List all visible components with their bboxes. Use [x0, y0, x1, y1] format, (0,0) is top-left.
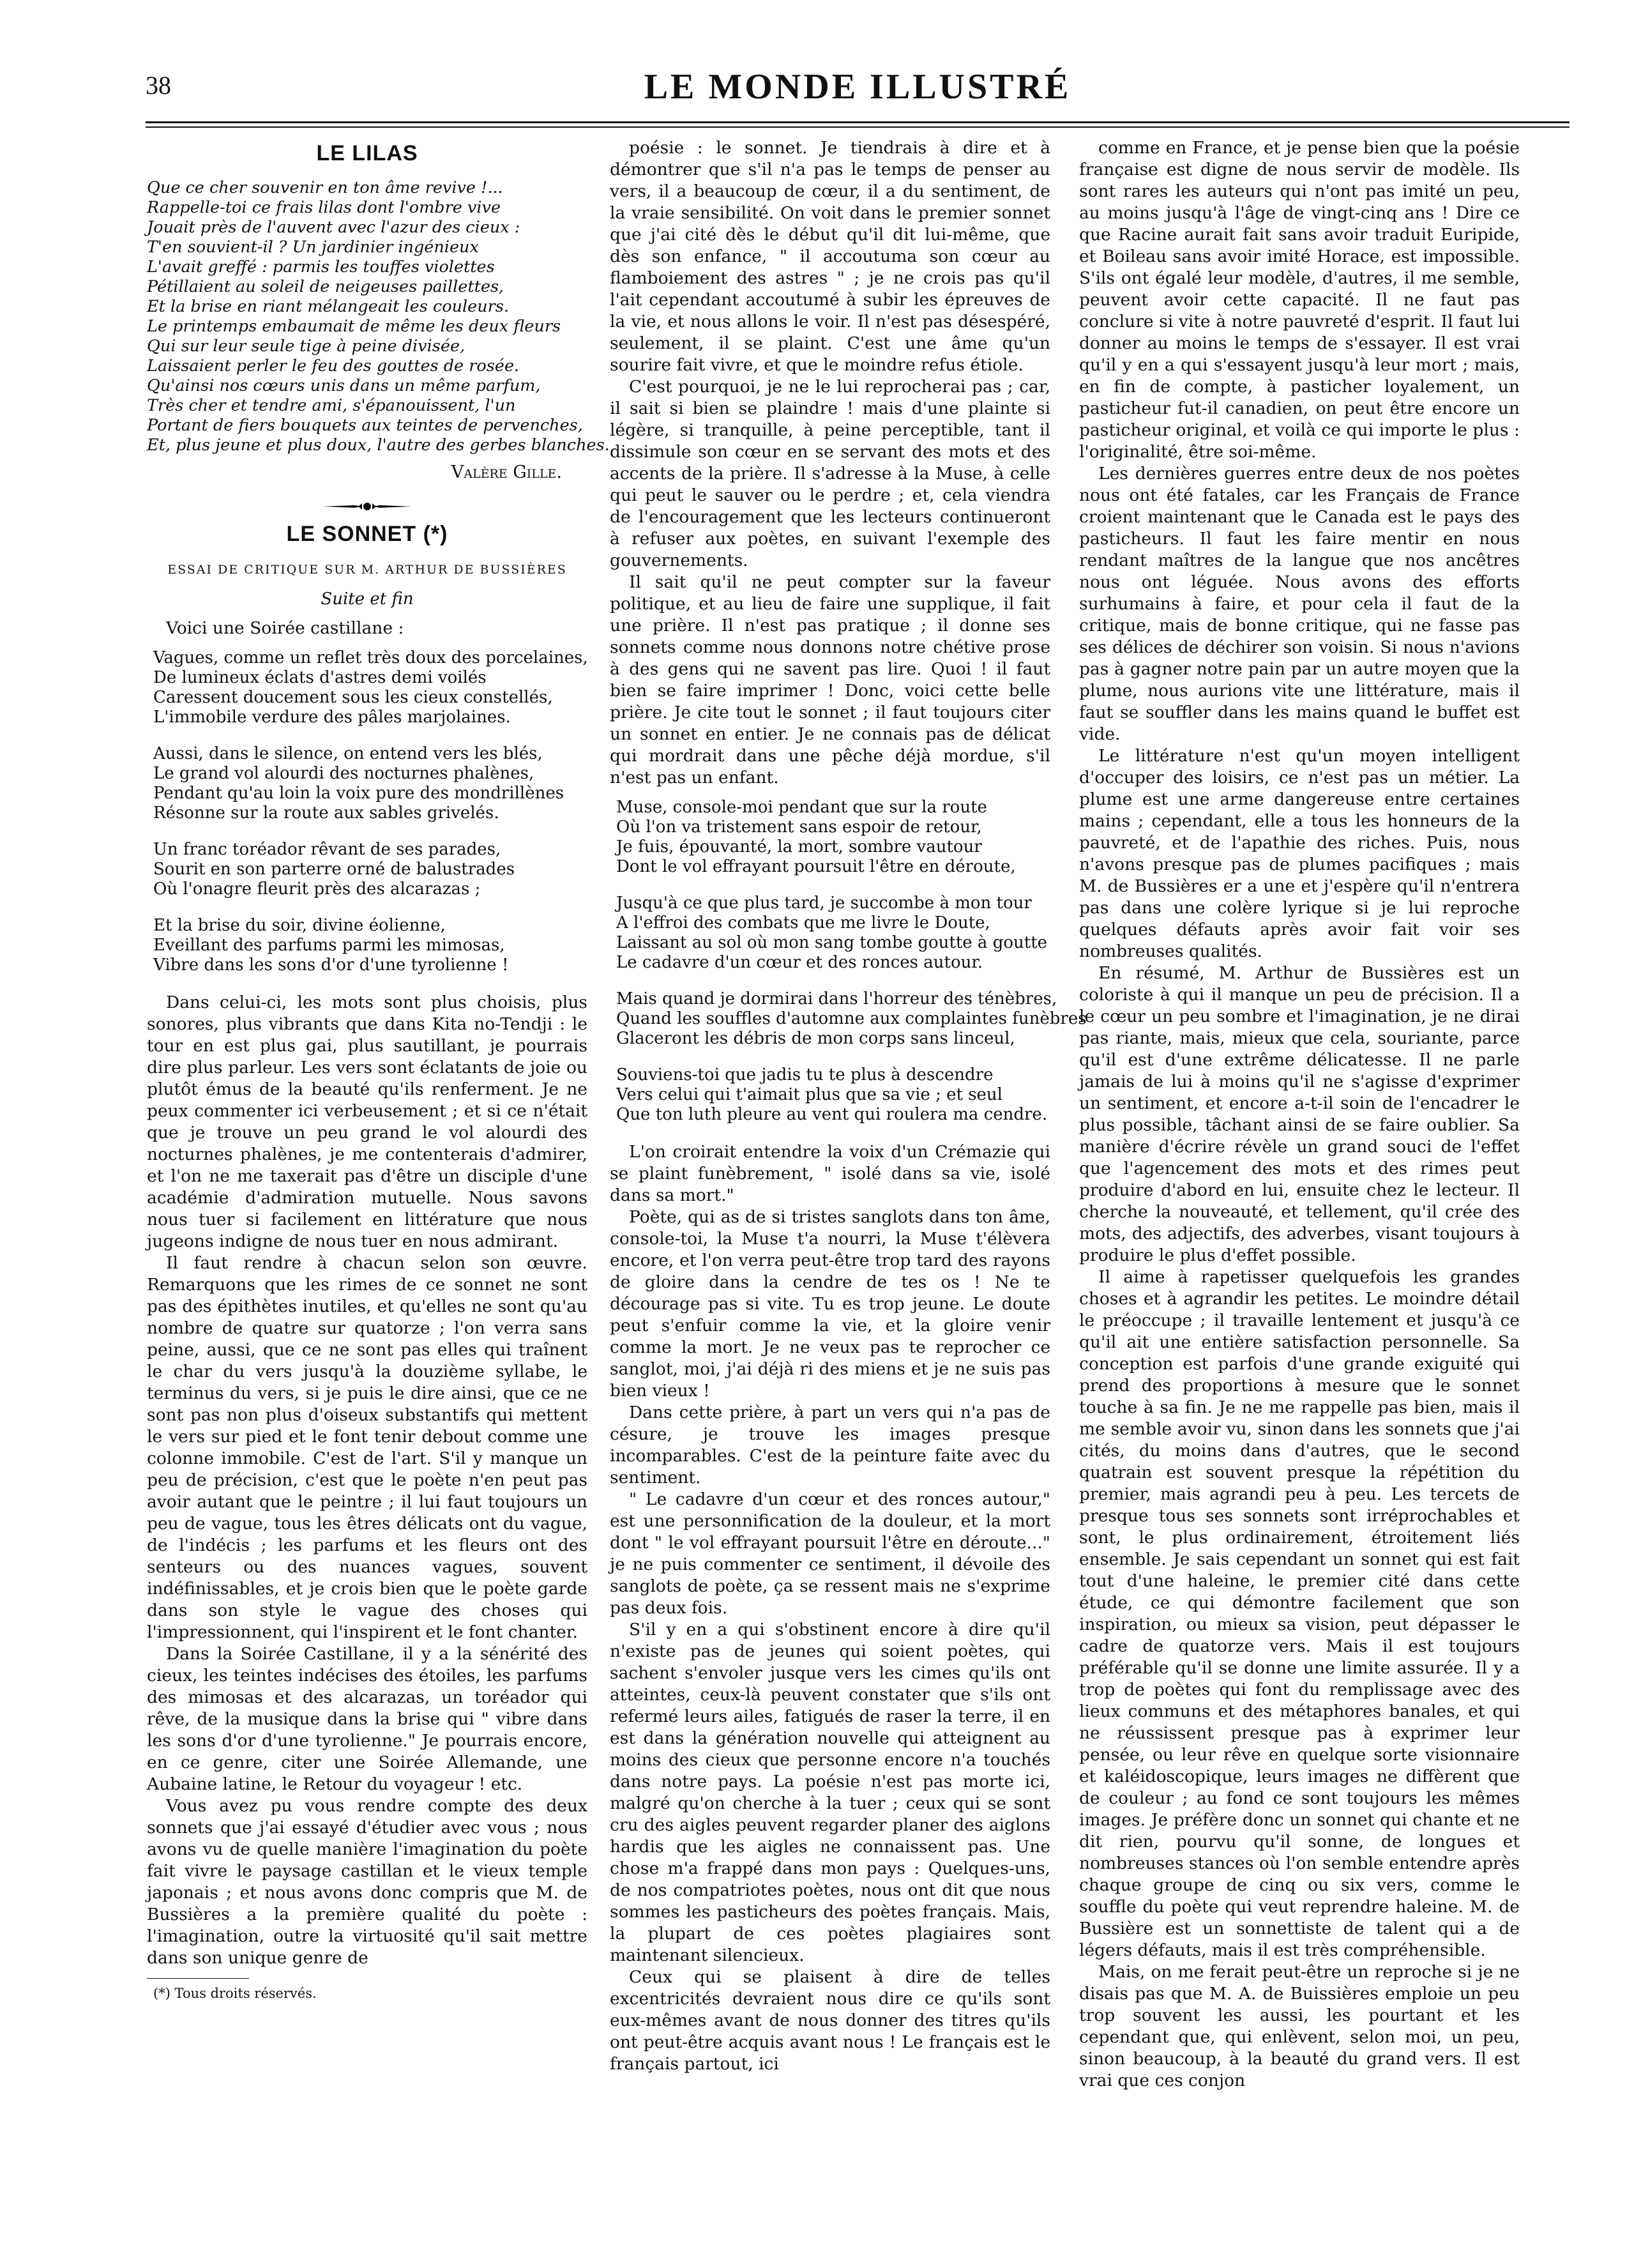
paragraph: En résumé, M. Arthur de Bussières est un coloriste à qui il manque un peu de précision. Il a le cœur un peu sombre et l'imagination, je ne dirai pas riante, mais, mieux que cela, souriante, parce qu'il est d'une extrême délicatesse. Il ne parle jamais de lui à moins qu'il ne s'agisse d'exprimer un sentiment, et encore a-t-il soin de l'encadrer le plus possible, tâchant ainsi de se faire oublier. Sa manière d'écrire révèle un grand souci de l'effet que l'agencement des mots et des rimes peut produire d'abord en lui, ensuite chez le lecteur. Il cherche la nouveauté, et tellement, qu'il crée des mots, des adjectifs, des adverbes, visant toujours à produire le plus d'effet possible.	[1079, 963, 1520, 1265]
paragraph: Le littérature n'est qu'un moyen intelligent d'occuper des loisirs, ce n'est pas un métier. La plume est une arme dangereuse entre certaines mains ; cependant, elle a tous les honneurs de la pauvreté, et de l'apathie des riches. Puis, nous n'avons presque pas de plumes pacifiques ; mais M. de Bussières er a une et j'espère qu'il n'entrera pas dans une colère lyrique si je lui reproche quelques défauts après avoir fait voir ses nombreuses qualités.	[1079, 746, 1520, 961]
poem-line: Sourit en son parterre orné de balustrades	[153, 860, 515, 879]
footnote: (*) Tous droits réservés.	[153, 1986, 317, 2001]
poem-line: L'avait greffé : parmis les touffes violettes	[147, 257, 495, 277]
sonnet-subtitle: ESSAI DE CRITIQUE SUR M. ARTHUR DE BUSSIÈRES	[167, 563, 567, 577]
stanza	[153, 648, 587, 727]
stanza	[153, 840, 587, 899]
poem-line: Jusqu'à ce que plus tard, je succombe à mon tour	[616, 894, 1032, 913]
masthead-title: LE MONDE ILLUSTRÉ	[644, 67, 1071, 107]
poem-line: Qui sur leur seule tige à peine divisée,	[147, 337, 465, 356]
poem-line: Pétillaient au soleil de neigeuses paillettes,	[147, 277, 504, 296]
poem-line: Laissaient perler le feu des gouttes de rosée.	[147, 356, 520, 376]
poem-line: Pendant qu'au loin la voix pure des mondrillènes	[153, 784, 564, 803]
poem-line: A l'effroi des combats que me livre le Doute,	[616, 913, 990, 932]
poem-line: Portant de fiers bouquets aux teintes de pervenches,	[147, 416, 583, 435]
poem-line: Je fuis, épouvanté, la mort, sombre vautour	[616, 837, 982, 856]
column-2	[610, 137, 1087, 2075]
stanza	[153, 916, 587, 975]
poem-line: Où l'on va tristement sans espoir de retour,	[616, 818, 982, 837]
poem-line: De lumineux éclats d'astres demi voilés	[153, 668, 487, 687]
paragraph: Il aime à rapetisser quelquefois les grandes choses et à agrandir les petites. Le moindre détail le préoccupe ; il travaille lentement et jusqu'à ce qu'il ait une entière satisfaction personnelle. Sa conception est parfois d'une grande exiguité qui prend des proportions à mesure que le sonnet touche à sa fin. Je ne me rappelle pas bien, mais il me semble avoir vu, sinon dans les sonnets que j'ai cités, du moins dans d'autres, que le second quatrain est souvent presque la répétition du premier, mais agrandi peu à peu. Les tercets de presque tous ses sonnets sont irréprochables et sont, le plus ordinairement, étroitement liés ensemble. Je sais cependant un sonnet qui est fait tout d'une haleine, le premier cité dans cette étude, ce qui démontre facilement que son inspiration, ou mieux sa vision, peut dépasser le cadre de quatorze vers. Mais il est toujours préférable qu'il se donne une limite assurée. Il y a trop de poètes qui font du remplissage avec des lieux communs et des métaphores banales, et qui ne réussissent presque pas à exprimer leur pensée, ou leur rêve en quelque sorte visionnaire et kaléidoscopique, leurs images ne diffèrent que de couleur ; au fond ce sont toujours les mêmes images. Je préfère donc un sonnet qui chante et ne dit rien, pourvu qu'il sonne, de longues et nombreuses stances où l'on semble entendre après chaque groupe de cinq ou six vers, comme le souffle du poète qui veut reprendre haleine. M. de Bussière est un sonnettiste de talent qui a de légers défauts, mais il est très compréhensible.	[1079, 1267, 1520, 1960]
paragraph: S'il y en a qui s'obstinent encore à dire qu'il n'existe pas de jeunes qui soient poètes, qui sachent s'envoler jusque vers les cimes qu'ils ont atteintes, ceux-là peuvent constater que s'ils ont refermé leurs ailes, fatigués de raser la terre, il en est dans la génération nouvelle qui atteignent au moins des cieux que personne encore n'a touchés dans notre pays. La poésie n'est pas morte ici, malgré qu'on cherche à la tuer ; ceux qui se sont cru des aigles peuvent regarder planer des aiglons hardis que les aigles ne connaissent pas. Une chose m'a frappé dans mon pays : Quelques-uns, de nos compatriotes poètes, nous ont dit que nous sommes les pasticheurs des poètes français. Mais, la plupart de ces poètes plagiaires sont maintenant silencieux.	[610, 1620, 1050, 1965]
poem-line: Jouait près de l'auvent avec l'azur des cieux :	[147, 218, 520, 237]
column-3-body	[1079, 137, 1520, 2092]
poem-line: Et la brise en riant mélangeait les couleurs.	[147, 297, 510, 316]
section-ornament-icon	[322, 501, 412, 512]
paragraph: Il sait qu'il ne peut compter sur la faveur politique, et au lieu de faire une supplique, il fait une prière. Il n'est pas pratique ; il donne ses sonnets comme nous donnons notre chétive prose à des gens qui ne savent pas lire. Quoi ! il faut bien se faire imprimer ! Donc, voici cette belle prière. Je cite tout le sonnet ; il faut toujours citer un sonnet en entier. Je ne connais pas de délicat qui mordrait dans une pêche déjà mordue, s'il n'est pas un enfant.	[610, 572, 1050, 788]
paragraph: Mais, on me ferait peut-être un reproche si je ne disais pas que M. A. de Buissières emploie un peu trop souvent les aussi, les pourtant et les cependant que, qui enlèvent, selon moi, un peu, sinon beaucoup, à la beauté du grand vers. Il est vrai que ces conjon	[1079, 1962, 1520, 2090]
poem-line: Et, plus jeune et plus doux, l'autre des gerbes blanches.	[147, 436, 610, 455]
poem-line: Résonne sur la route aux sables grivelés.	[153, 803, 499, 823]
poem-line: Et la brise du soir, divine éolienne,	[153, 916, 446, 935]
stanza	[616, 1065, 1050, 1125]
poem-line: Vers celui qui t'aimait plus que sa vie ; et seul	[616, 1085, 1002, 1104]
poem-line: Quand les souffles d'automne aux complaintes funèbres	[616, 1009, 1087, 1028]
lilas-author: Valère Gille.	[451, 462, 562, 482]
poem-line: Dont le vol effrayant poursuit l'être en déroute,	[616, 857, 1016, 876]
paragraph: comme en France, et je pense bien que la poésie française est digne de nous servir de modèle. Ils sont rares les auteurs qui n'ont pas imité un peu, au moins jusqu'à l'âge de vingt-cinq ans ! Dire ce que Racine aurait fait sans avoir traduit Euripide, et Boileau sans avoir imité Horace, est impossible. S'ils ont égalé leur modèle, d'autres, il me semble, peuvent avoir cette capacité. Il ne faut pas conclure si vite à notre pauvreté d'esprit. Il faut lui donner au moins le temps de s'essayer. Il est vrai qu'il y en a qui s'essayent jusqu'à leur mort ; mais, en fin de compte, à pasticher loyalement, un pasticheur fut-il canadien, on peut être encore un pasticheur original, et voilà ce qui importe le plus : l'originalité, être soi-même.	[1079, 138, 1520, 462]
priere-muse-poem	[610, 798, 1087, 1125]
paragraph: poésie : le sonnet. Je tiendrais à dire et à démontrer que s'il n'a pas le temps de penser au vers, il a beaucoup de cœur, il a du sentiment, de la vraie sensibilité. On voit dans le premier sonnet que j'ai cité dès le début qu'il dit lui-même, que dès son enfance, " il accoutuma son cœur au flamboiement des astres " ; je ne crois pas qu'il l'ait cependant accoutumé à subir les épreuves de la vie, et nous allons le voir. Il n'est pas désespéré, seulement, il se plaint. C'est une âme qu'un sourire fait vivre, et que le moindre refus étiole.	[610, 138, 1050, 375]
sonnet-suite: Suite et fin	[321, 590, 414, 609]
poem-line: L'immobile verdure des pâles marjolaines.	[153, 708, 511, 727]
poem-line: Le cadavre d'un cœur et des ronces autour.	[616, 953, 983, 972]
header-rule-top	[146, 121, 1570, 123]
paragraph: Les dernières guerres entre deux de nos poètes nous ont été fatales, car les Français de France croient maintenant que le Canada est le pays des pasticheurs. Il faut les faire mentir en nous rendant maîtres de la langue que nos ancêtres nous ont léguée. Nous avons des efforts surhumains à faire, et pour cela il faut de la critique, mais de bonne critique, qui ne fasse pas ses délices de déchirer son voisin. Si nous n'avions pas à gagner notre pain par un autre moyen que la plume, nous aurions vite une littérature, mais il faut se souffler dans les mains quand le buffet est vide.	[1079, 464, 1520, 744]
poem-line: Aussi, dans le silence, on entend vers les blés,	[153, 744, 543, 763]
sonnet-intro: Voici une Soirée castillane :	[166, 618, 404, 638]
stanza	[153, 744, 587, 823]
soiree-castillane-poem	[147, 648, 587, 975]
poem-line: Souviens-toi que jadis tu te plus à descendre	[616, 1065, 994, 1085]
poem-line: Muse, console-moi pendant que sur la route	[616, 798, 987, 817]
paragraph: Ceux qui se plaisent à dire de telles excentricités devraient nous dire ce qu'ils sont eux-mêmes avant de nous donner des titres qu'ils ont peut-être acquis avant nous ! Le français est le français partout, ici	[610, 1967, 1050, 2074]
paragraph: C'est pourquoi, je ne le lui reprocherai pas ; car, il sait si bien se plaindre ! mais d'une plainte si légère, si tranquille, à peine perceptible, tant il dissimule son cœur en se servant des mots et des accents de la prière. Il s'adresse à la Muse, à celle qui peut le sauver ou le perdre ; et, cela viendra de l'encouragement que les lecteurs continueront à refuser aux poètes, en suivant l'exemple des gouvernements.	[610, 377, 1050, 570]
poem-line: Le printemps embaumait de même les deux fleurs	[147, 317, 561, 336]
stanza	[616, 798, 1050, 877]
lilas-poem	[147, 178, 610, 455]
page-number: 38	[146, 71, 171, 100]
column-3	[1079, 137, 1520, 2092]
poem-line: Vagues, comme un reflet très doux des porcelaines,	[153, 648, 588, 667]
paragraph: Poète, qui as de si tristes sanglots dans ton âme, console-toi, la Muse t'a nourri, la Muse t'élèvera encore, et l'on verra peut-être trop tard des rayons de gloire dans la cendre de tes os ! Ne te décourage pas si vite. Tu es trop jeune. Le doute peut s'enfuir comme la vie, et la gloire venir comme la mort. Je ne veux pas te reprocher ce sanglot, moi, j'ai déjà ri des miens et je ne suis pas bien vieux !	[610, 1207, 1050, 1401]
paragraph: " Le cadavre d'un cœur et des ronces autour," est une personnification de la douleur, et la mort dont " le vol effrayant poursuit l'être en déroute..." je ne puis commenter ce sentiment, il dévoile des sanglots de poète, ça se ressent mais ne s'exprime pas deux fois.	[610, 1489, 1050, 1618]
column-1-body	[147, 992, 587, 1969]
column-1	[147, 137, 610, 2004]
poem-line: Laissant au sol où mon sang tombe goutte à goutte	[616, 933, 1048, 952]
poem-line: Un franc toréador rêvant de ses parades,	[153, 840, 501, 859]
poem-line: T'en souvient-il ? Un jardinier ingénieux	[147, 238, 479, 257]
stanza	[616, 894, 1050, 973]
lilas-title: LE LILAS	[316, 141, 418, 165]
stanza	[616, 989, 1087, 1049]
column-2-body-top	[610, 137, 1050, 789]
poem-line: Où l'onagre fleurit près des alcarazas ;	[153, 879, 481, 899]
poem-line: Que ce cher souvenir en ton âme revive !...	[147, 178, 503, 197]
poem-line: Eveillant des parfums parmi les mimosas,	[153, 936, 505, 955]
poem-line: Qu'ainsi nos cœurs unis dans un même parfum,	[147, 376, 541, 395]
poem-line: Le grand vol alourdi des nocturnes phalènes,	[153, 764, 534, 783]
poem-line: Que ton luth pleure au vent qui roulera ma cendre.	[616, 1105, 1048, 1124]
header-rule-bottom	[146, 126, 1570, 128]
paragraph: L'on croirait entendre la voix d'un Crémazie qui se plaint funèbrement, " isolé dans sa vie, isolé dans sa mort."	[610, 1142, 1050, 1205]
poem-line: Mais quand je dormirai dans l'horreur des ténèbres,	[616, 989, 1057, 1008]
poem-line: Glaceront les débris de mon corps sans linceul,	[616, 1029, 1015, 1048]
poem-line: Très cher et tendre ami, s'épanouissent, l'un	[147, 396, 516, 415]
page-header	[146, 67, 1570, 121]
paragraph: Dans la Soirée Castillane, il y a la sénérité des cieux, les teintes indécises des étoiles, les parfums des mimosas et des alcarazas, un toréador qui rêve, de la musique dans la brise qui " vibre dans les sons d'or d'une tyrolienne." Je pourrais encore, en ce genre, citer une Soirée Allemande, une Aubaine latine, le Retour du voyageur ! etc.	[147, 1644, 587, 1794]
poem-line: Caressent doucement sous les cieux constellés,	[153, 688, 553, 707]
poem-line: Rappelle-toi ce frais lilas dont l'ombre vive	[147, 198, 501, 217]
paragraph: Dans celui-ci, les mots sont plus choisis, plus sonores, plus vibrants que dans Kita no-Tendji : le tour en est plus gai, plus sautillant, je pourrais dire plus parleur. Les vers sont éclatants de joie ou plutôt émus de la beauté qu'ils renferment. Je ne peux commenter ici verbeusement ; et si ce n'était que je trouve un peu grand le vol alourdi des nocturnes phalènes, je me contenterais d'admirer, et l'on ne me taxerait pas d'être un disciple d'une académie d'admiration mutuelle. Nous savons nous tuer si facilement en littérature que nous jugeons indigne de nous tuer en nous admirant.	[147, 993, 587, 1251]
poem-line: Vibre dans les sons d'or d'une tyrolienne !	[153, 955, 509, 975]
paragraph: Vous avez pu vous rendre compte des deux sonnets que j'ai essayé d'étudier avec vous ; nous avons vu de quelle manière l'imagination du poète fait vivre le paysage castillan et le vieux temple japonais ; et nous avons donc compris que M. de Bussières a la première qualité du poète : l'imagination, outre la virtuosité qu'il sait mettre dans son unique genre de	[147, 1796, 587, 1968]
paragraph: Dans cette prière, à part un vers qui n'a pas de césure, je trouve les images presque incomparables. C'est de la peinture faite avec du sentiment.	[610, 1403, 1050, 1488]
footnote-rule	[147, 1978, 249, 1979]
column-2-body-bottom	[610, 1141, 1050, 2075]
sonnet-title: LE SONNET (*)	[286, 522, 448, 546]
paragraph: Il faut rendre à chacun selon son œuvre. Remarquons que les rimes de ce sonnet ne sont pas des épithètes inutiles, et qu'elles ne sont qu'au nombre de quatre sur quatorze ; l'on verra sans peine, aussi, que ce ne sont pas elles qui traînent le char du vers jusqu'à la douzième syllabe, le terminus du vers, si je puis le dire ainsi, que ce ne sont pas non plus d'oiseux substantifs qui mettent le vers sur pied et le font tenir debout comme une colonne immobile. C'est de l'art. S'il y manque un peu de précision, c'est que le poète n'en peut pas avoir autant que le peintre ; il lui faut toujours un peu de vague, tous les êtres délicats ont du vague, de l'indécis ; les parfums et les fleurs ont des senteurs ou des nuances vagues, souvent indéfinissables, et je crois bien que le poète garde dans son style le vague des choses qui l'impressionnent, qui l'inspirent et le font chanter.	[147, 1253, 587, 1642]
